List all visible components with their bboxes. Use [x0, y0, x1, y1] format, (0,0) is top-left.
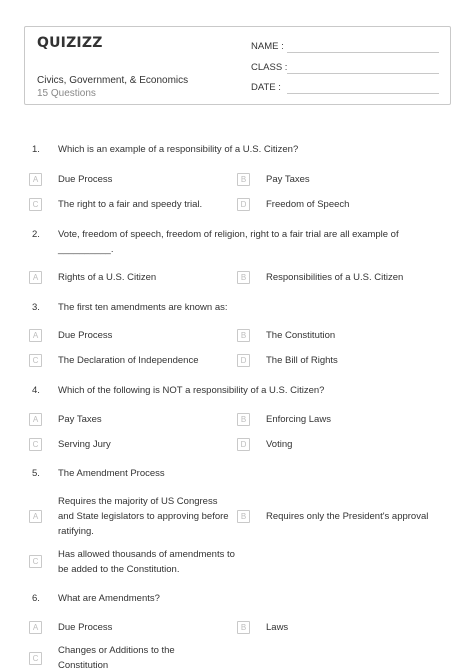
option-text: Requires only the President's approval — [266, 511, 429, 522]
option-a-badge[interactable]: A — [29, 271, 42, 284]
option-c-badge[interactable]: C — [29, 555, 42, 568]
question-number: 5. — [32, 468, 40, 479]
option-text: Has allowed thousands of amendments to be added to the Constitution. — [58, 549, 235, 575]
question-text: What are Amendments? — [58, 593, 160, 604]
question-number: 4. — [32, 385, 40, 396]
option-a-badge[interactable]: A — [29, 621, 42, 634]
option-a-badge[interactable]: A — [29, 329, 42, 342]
option-text: Freedom of Speech — [266, 199, 350, 210]
date-label: DATE : — [251, 82, 281, 93]
option-text: Rights of a U.S. Citizen — [58, 272, 157, 283]
option-text: Due Process — [58, 174, 113, 185]
question-text: The first ten amendments are known as: — [58, 302, 228, 313]
option-text: Enforcing Laws — [266, 414, 331, 425]
option-text: Laws — [266, 622, 289, 633]
option-a-badge[interactable]: A — [29, 173, 42, 186]
option-text: Pay Taxes — [58, 414, 102, 425]
option-text: Voting — [266, 439, 293, 450]
option-d-badge[interactable]: D — [237, 354, 250, 367]
option-text: The Constitution — [266, 330, 336, 341]
option-a-badge[interactable]: A — [29, 413, 42, 426]
option-text: The Bill of Rights — [266, 355, 338, 366]
question-number: 6. — [32, 593, 40, 604]
worksheet-title: Civics, Government, & Economics — [37, 75, 189, 86]
question-number: 2. — [32, 229, 40, 240]
option-a-badge[interactable]: A — [29, 510, 42, 523]
option-text: The Declaration of Independence — [58, 355, 199, 366]
option-text: Serving Jury — [58, 439, 111, 450]
option-c-badge[interactable]: C — [29, 198, 42, 211]
question-number: 1. — [32, 144, 40, 155]
name-line[interactable] — [287, 52, 439, 53]
option-c-badge[interactable]: C — [29, 354, 42, 367]
option-c-badge[interactable]: C — [29, 652, 42, 665]
date-line[interactable] — [287, 93, 439, 94]
question-text: Which is an example of a responsibility of a U.S. Citizen? — [58, 144, 299, 155]
question-text: The Amendment Process — [58, 468, 165, 479]
option-text: The right to a fair and speedy trial. — [58, 199, 203, 210]
question-text: Vote, freedom of speech, freedom of religion, right to a fair trial are all example of __________. — [58, 229, 399, 255]
option-b-badge[interactable]: B — [237, 621, 250, 634]
class-label: CLASS : — [251, 62, 288, 73]
option-text: Changes or Additions to the Constitution — [58, 645, 175, 670]
quizizz-logo: QUIZIZZ — [37, 35, 103, 51]
class-line[interactable] — [287, 73, 439, 74]
name-label: NAME : — [251, 41, 284, 52]
question-text: Which of the following is NOT a responsibility of a U.S. Citizen? — [58, 385, 325, 396]
option-b-badge[interactable]: B — [237, 510, 250, 523]
option-b-badge[interactable]: B — [237, 271, 250, 284]
option-text: Requires the majority of US Congress and State legislators to approving before ratifying. — [58, 496, 229, 537]
option-text: Responsibilities of a U.S. Citizen — [266, 272, 404, 283]
option-b-badge[interactable]: B — [237, 329, 250, 342]
question-count: 15 Questions — [37, 88, 96, 99]
option-c-badge[interactable]: C — [29, 438, 42, 451]
option-b-badge[interactable]: B — [237, 413, 250, 426]
option-text: Pay Taxes — [266, 174, 310, 185]
question-number: 3. — [32, 302, 40, 313]
option-text: Due Process — [58, 330, 113, 341]
worksheet-header — [24, 26, 451, 105]
option-b-badge[interactable]: B — [237, 173, 250, 186]
option-text: Due Process — [58, 622, 113, 633]
option-d-badge[interactable]: D — [237, 198, 250, 211]
option-d-badge[interactable]: D — [237, 438, 250, 451]
